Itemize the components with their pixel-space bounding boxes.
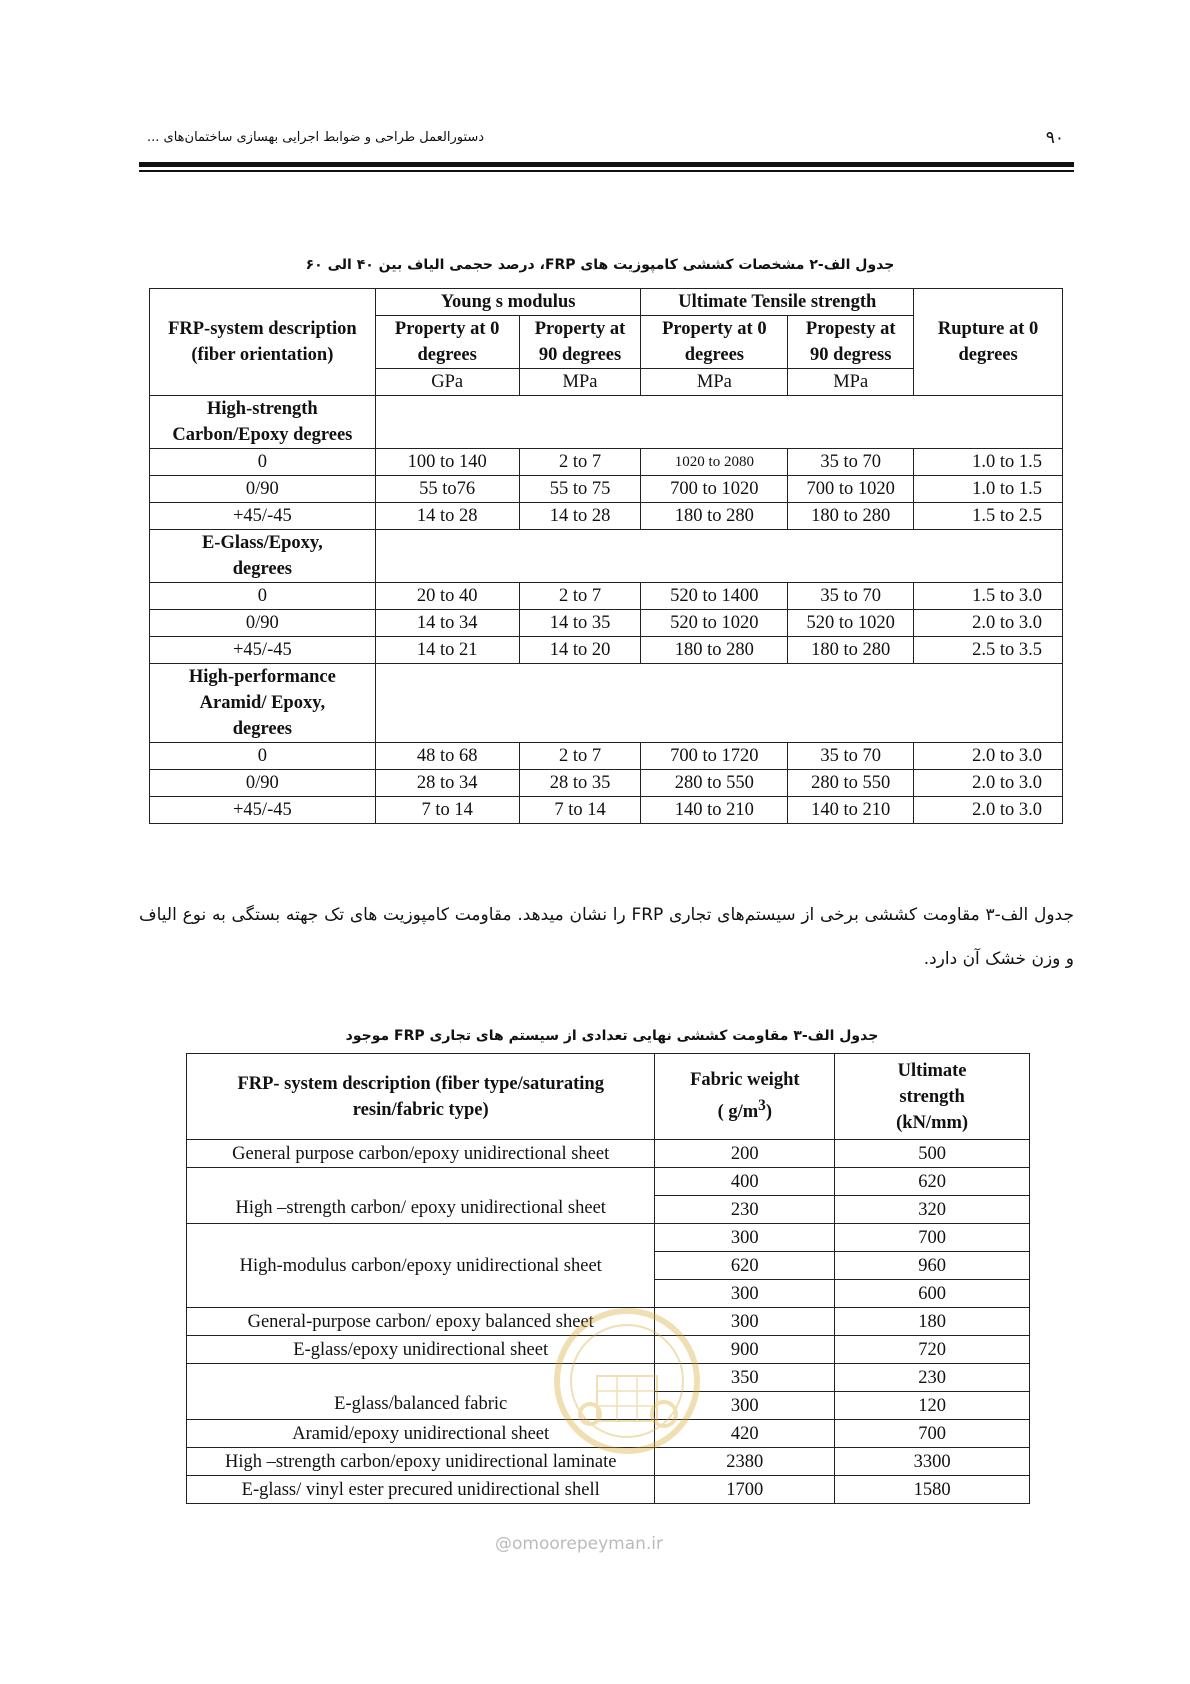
table-row: General purpose carbon/epoxy unidirectional sheet 200 500 bbox=[187, 1140, 1030, 1168]
table-row: E-glass/balanced fabric 350 230 bbox=[187, 1364, 1030, 1392]
header-rule-thick bbox=[139, 162, 1074, 167]
table1-subheader: Property at 90 degrees bbox=[519, 316, 641, 369]
table1-header-young: Young s modulus bbox=[375, 289, 641, 316]
table-row: General-purpose carbon/ epoxy balanced sheet 300 180 bbox=[187, 1308, 1030, 1336]
table-row: 620 960 bbox=[187, 1252, 1030, 1280]
table-row: +45/-45 14 to 28 14 to 28 180 to 280 180 to 280 1.5 to 2.5 bbox=[150, 503, 1063, 530]
page-number: ۹۰ bbox=[1045, 128, 1064, 148]
table1-header-tensile: Ultimate Tensile strength bbox=[641, 289, 914, 316]
table-row: 0 20 to 40 2 to 7 520 to 1400 35 to 70 1.5 to 3.0 bbox=[150, 583, 1063, 610]
watermark-text: @omoorepeyman.ir bbox=[495, 1534, 664, 1554]
table-row: E-glass/epoxy unidirectional sheet 900 720 bbox=[187, 1336, 1030, 1364]
table1-caption: جدول الف-۲ مشخصات کششی کامپوزیت های FRP، درصد حجمی الیاف بین ۴۰ الی ۶۰ bbox=[305, 257, 895, 273]
table-row: High –strength carbon/epoxy unidirectional laminate 2380 3300 bbox=[187, 1448, 1030, 1476]
table-row: High-modulus carbon/epoxy unidirectional sheet 300 700 bbox=[187, 1224, 1030, 1252]
table1-unit: GPa bbox=[375, 369, 519, 396]
table-row: 230 320 bbox=[187, 1196, 1030, 1224]
table-row: 0/90 55 to76 55 to 75 700 to 1020 700 to 1020 1.0 to 1.5 bbox=[150, 476, 1063, 503]
table-row: 0/90 14 to 34 14 to 35 520 to 1020 520 to 1020 2.0 to 3.0 bbox=[150, 610, 1063, 637]
table-row: 0 100 to 140 2 to 7 1020 to 2080 35 to 70 1.0 to 1.5 bbox=[150, 449, 1063, 476]
table1-subheader: Property at 0 degrees bbox=[641, 316, 788, 369]
seal-watermark-icon bbox=[552, 1306, 702, 1456]
body-paragraph: جدول الف-۳ مقاومت کششی برخی از سیستم‌های تجاری FRP را نشان میدهد. مقاومت کامپوزیت های تک جهته بستگی به نوع الیاف و وزن خشک آن دارد. bbox=[139, 905, 1074, 969]
table2-header-weight: Fabric weight ( $g/m^3$) bbox=[655, 1054, 835, 1140]
running-title: دستورالعمل طراحی و ضوابط اجرایی بهسازی ساختمان‌های ... bbox=[147, 130, 485, 145]
table2-caption: جدول الف-۳ مقاومت کششی نهایی تعدادی از سیستم های تجاری FRP موجود bbox=[345, 1028, 879, 1044]
table-row: Aramid/epoxy unidirectional sheet 420 700 bbox=[187, 1420, 1030, 1448]
table-row: High –strength carbon/ epoxy unidirectional sheet 400 620 bbox=[187, 1168, 1030, 1196]
table1-section-title: E-Glass/Epoxy, degrees bbox=[150, 530, 376, 583]
table-row: 0/90 28 to 34 28 to 35 280 to 550 280 to 550 2.0 to 3.0 bbox=[150, 770, 1063, 797]
table-row: +45/-45 14 to 21 14 to 20 180 to 280 180 to 280 2.5 to 3.5 bbox=[150, 637, 1063, 664]
table1-section-spacer bbox=[375, 530, 1062, 583]
table-row: +45/-45 7 to 14 7 to 14 140 to 210 140 to 210 2.0 to 3.0 bbox=[150, 797, 1063, 824]
table-row: 300 600 bbox=[187, 1280, 1030, 1308]
table1-unit: MPa bbox=[788, 369, 914, 396]
table1-unit: MPa bbox=[641, 369, 788, 396]
table1-frp-tensile-properties bbox=[149, 288, 1063, 824]
table1-section-title: High-strength Carbon/Epoxy degrees bbox=[150, 396, 376, 449]
table-row: 0 48 to 68 2 to 7 700 to 1720 35 to 70 2.0 to 3.0 bbox=[150, 743, 1063, 770]
running-header bbox=[139, 128, 1074, 158]
table1-header-rupture: Rupture at 0 degrees bbox=[914, 289, 1063, 396]
table2-header-description: FRP- system description (fiber type/saturating resin/fabric type) bbox=[187, 1054, 655, 1140]
table-row: E-glass/ vinyl ester precured unidirectional shell 1700 1580 bbox=[187, 1476, 1030, 1504]
table1-section-title: High-performance Aramid/ Epoxy, degrees bbox=[150, 664, 376, 743]
table1-section-spacer bbox=[375, 396, 1062, 449]
table-row: 300 120 bbox=[187, 1392, 1030, 1420]
table1-subheader: Property at 0 degrees bbox=[375, 316, 519, 369]
table1-header-description: FRP-system description (fiber orientation) bbox=[150, 289, 376, 396]
table1-section-spacer bbox=[375, 664, 1062, 743]
table1-subheader: Propesty at 90 degress bbox=[788, 316, 914, 369]
header-rule-thin bbox=[139, 170, 1074, 172]
table2-header-strength: Ultimate strength (kN/mm) bbox=[835, 1054, 1030, 1140]
table1-unit: MPa bbox=[519, 369, 641, 396]
